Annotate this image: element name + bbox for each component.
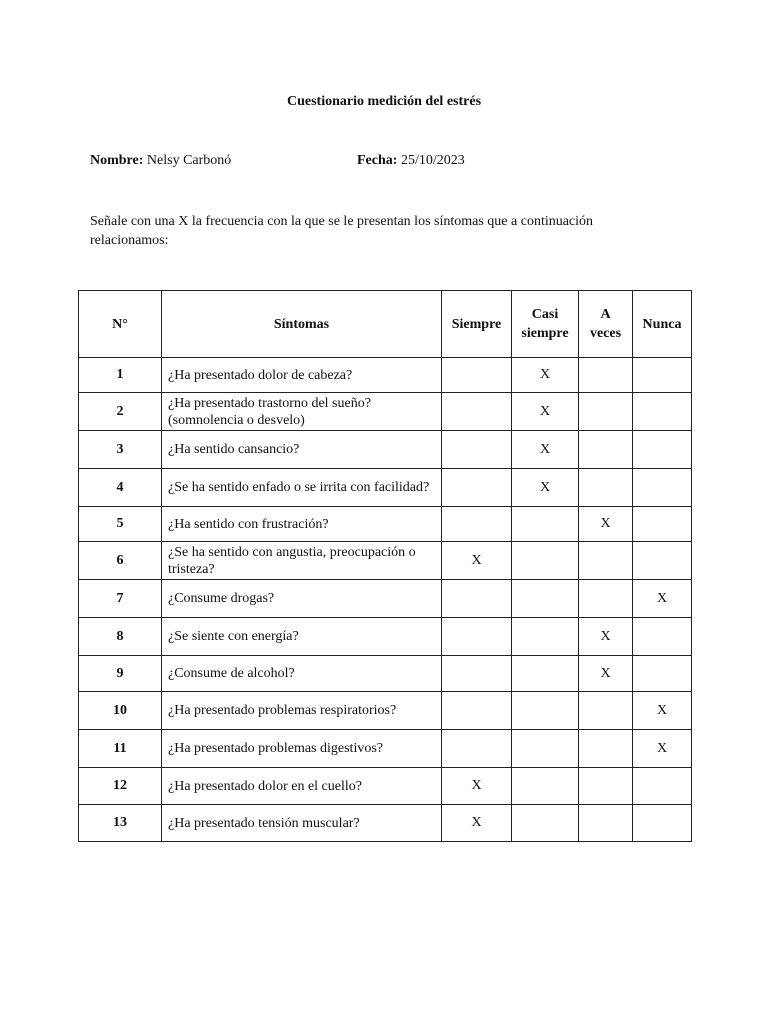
answer-cell-siempre [442, 618, 512, 656]
answer-cell-casi-siempre [512, 730, 579, 768]
row-number: 5 [79, 507, 162, 542]
answer-cell-siempre [442, 656, 512, 692]
table-row [79, 580, 692, 618]
answer-cell-casi-siempre [512, 618, 579, 656]
answer-mark: X [471, 552, 482, 568]
instructions-text: Señale con una X la frecuencia con la que se le presentan los síntomas que a continuación relacionamos: [90, 214, 594, 248]
answer-cell-a-veces [579, 393, 633, 431]
answer-mark: X [539, 403, 551, 419]
answer-cell-casi-siempre [512, 656, 579, 692]
answer-mark: X [539, 441, 551, 457]
row-number: 12 [79, 768, 162, 805]
date-value: 25/10/2023 [400, 153, 465, 168]
row-symptom: ¿Se ha sentido enfado o se irrita con facilidad? [162, 469, 442, 507]
row-symptom: ¿Ha sentido cansancio? [162, 431, 442, 469]
answer-cell-nunca [633, 393, 692, 431]
table-row [79, 469, 692, 507]
row-symptom: ¿Ha presentado problemas digestivos? [162, 730, 442, 768]
row-symptom: ¿Se ha sentido con angustia, preocupación o tristeza? [162, 542, 442, 580]
row-number: 7 [79, 580, 162, 618]
answer-cell-nunca [633, 542, 692, 580]
answer-cell-nunca [633, 358, 692, 393]
table-row [79, 692, 692, 730]
row-symptom: ¿Ha presentado problemas respiratorios? [162, 692, 442, 730]
answer-cell-siempre [442, 580, 512, 618]
answer-mark: X [539, 367, 551, 382]
answer-mark: X [539, 479, 551, 495]
answer-cell-a-veces [579, 805, 633, 842]
answer-cell-siempre [442, 393, 512, 431]
table-row [79, 656, 692, 692]
answer-mark: X [656, 740, 668, 756]
header-casi-siempre: Casi siempre [512, 291, 579, 358]
answer-mark: X [656, 590, 668, 606]
table-header-row [79, 291, 692, 358]
answer-mark: X [600, 516, 611, 531]
row-number: 3 [79, 431, 162, 469]
row-symptom: ¿Consume de alcohol? [162, 656, 442, 692]
answer-mark: X [656, 702, 668, 718]
answer-cell-siempre [442, 692, 512, 730]
row-number: 6 [79, 542, 162, 580]
answer-cell-siempre [442, 768, 512, 805]
answer-cell-a-veces [579, 580, 633, 618]
answer-cell-a-veces [579, 542, 633, 580]
row-symptom: ¿Se siente con energía? [162, 618, 442, 656]
answer-cell-a-veces [579, 730, 633, 768]
row-number: 11 [79, 730, 162, 768]
answer-mark: X [471, 778, 482, 793]
row-number: 13 [79, 805, 162, 842]
answer-cell-a-veces [579, 431, 633, 469]
stress-questionnaire-table [78, 290, 692, 842]
header-siempre: Siempre [442, 291, 512, 358]
table-row [79, 768, 692, 805]
table-row [79, 358, 692, 393]
date-label: Fecha: [357, 153, 398, 168]
answer-cell-siempre [442, 542, 512, 580]
answer-cell-a-veces [579, 618, 633, 656]
table-row [79, 431, 692, 469]
answer-cell-nunca [633, 768, 692, 805]
answer-cell-siempre [442, 469, 512, 507]
answer-mark: X [600, 665, 611, 681]
answer-cell-casi-siempre [512, 580, 579, 618]
answer-cell-casi-siempre [512, 358, 579, 393]
header-symptoms: Síntomas [162, 291, 442, 358]
name-label: Nombre: [90, 153, 144, 168]
answer-cell-a-veces [579, 768, 633, 805]
row-number: 8 [79, 618, 162, 656]
answer-cell-siempre [442, 730, 512, 768]
answer-cell-siempre [442, 507, 512, 542]
answer-cell-siempre [442, 431, 512, 469]
answer-cell-casi-siempre [512, 692, 579, 730]
answer-cell-nunca [633, 580, 692, 618]
row-symptom: ¿Consume drogas? [162, 580, 442, 618]
table-row [79, 805, 692, 842]
answer-cell-casi-siempre [512, 431, 579, 469]
row-number: 2 [79, 393, 162, 431]
name-value: Nelsy Carbonó [146, 153, 232, 168]
table-row [79, 542, 692, 580]
table-body [79, 358, 692, 842]
row-number: 10 [79, 692, 162, 730]
row-symptom: ¿Ha presentado tensión muscular? [162, 805, 442, 842]
header-a-veces: A veces [579, 291, 633, 358]
answer-mark: X [471, 815, 482, 830]
table-row [79, 507, 692, 542]
answer-cell-a-veces [579, 469, 633, 507]
answer-cell-nunca [633, 805, 692, 842]
answer-cell-nunca [633, 469, 692, 507]
answer-cell-nunca [633, 618, 692, 656]
row-symptom: ¿Ha sentido con frustración? [162, 507, 442, 542]
answer-cell-a-veces [579, 656, 633, 692]
row-number: 9 [79, 656, 162, 692]
row-symptom: ¿Ha presentado dolor en el cuello? [162, 768, 442, 805]
answer-mark: X [600, 628, 611, 644]
answer-cell-a-veces [579, 507, 633, 542]
name-line [90, 153, 231, 169]
document-title: Cuestionario medición del estrés [286, 94, 482, 109]
row-number: 1 [79, 358, 162, 393]
answer-cell-casi-siempre [512, 507, 579, 542]
table-row [79, 730, 692, 768]
date-line [357, 153, 465, 169]
answer-cell-nunca [633, 507, 692, 542]
row-symptom: ¿Ha presentado trastorno del sueño? (somnolencia o desvelo) [162, 393, 442, 431]
header-nunca: Nunca [633, 291, 692, 358]
answer-cell-casi-siempre [512, 768, 579, 805]
answer-cell-casi-siempre [512, 542, 579, 580]
answer-cell-nunca [633, 656, 692, 692]
answer-cell-nunca [633, 730, 692, 768]
row-symptom: ¿Ha presentado dolor de cabeza? [162, 358, 442, 393]
answer-cell-casi-siempre [512, 805, 579, 842]
answer-cell-siempre [442, 805, 512, 842]
answer-cell-casi-siempre [512, 469, 579, 507]
answer-cell-casi-siempre [512, 393, 579, 431]
answer-cell-nunca [633, 692, 692, 730]
table-row [79, 618, 692, 656]
header-number: N° [79, 291, 162, 358]
answer-cell-siempre [442, 358, 512, 393]
answer-cell-nunca [633, 431, 692, 469]
row-number: 4 [79, 469, 162, 507]
answer-cell-a-veces [579, 358, 633, 393]
table-row [79, 393, 692, 431]
answer-cell-a-veces [579, 692, 633, 730]
